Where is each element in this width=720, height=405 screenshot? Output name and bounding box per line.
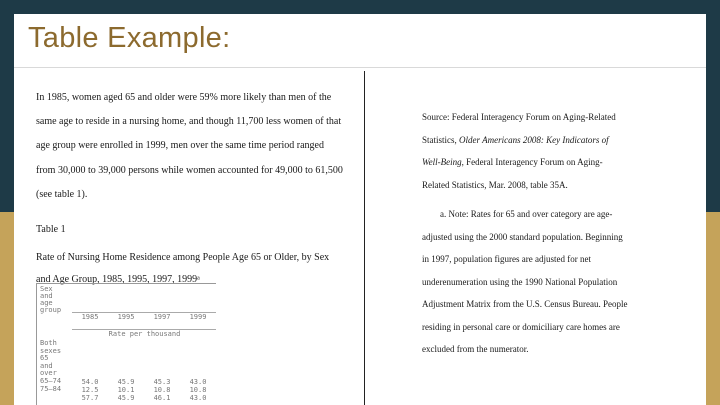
table-stub-header: Sex and age group <box>40 285 62 314</box>
title-rule <box>14 67 706 68</box>
table-row <box>72 394 216 402</box>
table-unit-label: Rate per thousand <box>72 329 216 338</box>
table-cell: 43.0 <box>189 394 207 402</box>
note-line: underenumeration using the 1990 National Population <box>422 276 618 287</box>
year-cell: 1985 <box>81 313 99 321</box>
note-line: excluded from the numerator. <box>422 344 529 354</box>
paragraph-line: from 30,000 to 39,000 persons while women accounted for 49,000 to 61,500 <box>36 164 343 176</box>
caption-line: and Age Group, 1985, 1995, 1997, 1999ᵃ <box>36 274 200 285</box>
table-cell: 45.3 <box>153 378 171 386</box>
source-citation <box>422 106 692 196</box>
table-cell: 54.0 <box>81 378 99 386</box>
table-label: Table 1 <box>36 224 66 235</box>
paragraph-line: age group were enrolled in 1999, men over the same time period ranged <box>36 140 324 152</box>
table-row <box>72 378 216 386</box>
body-paragraph <box>36 86 356 207</box>
table-row <box>72 386 216 394</box>
source-line: Source: Federal Interagency Forum on Aging-Related <box>422 112 616 122</box>
column-divider <box>364 71 365 405</box>
table-cell: 12.5 <box>81 386 99 394</box>
source-text: Statistics, <box>422 134 460 145</box>
year-cell: 1999 <box>189 313 207 321</box>
caption-line: Rate of Nursing Home Residence among People Age 65 or Older, by Sex <box>36 252 330 263</box>
source-text: , Federal Interagency Forum on Aging- <box>461 157 603 167</box>
source-line <box>422 129 692 152</box>
table-cell: 45.9 <box>117 378 135 386</box>
year-cell: 1997 <box>153 313 171 321</box>
slide-title: Table Example: <box>28 22 231 54</box>
note-line: residing in personal care or domiciliary care homes are <box>422 321 620 332</box>
table-note <box>422 203 692 361</box>
table-cell: 10.8 <box>153 386 171 394</box>
note-line: in 1997, population figures are adjusted for net <box>422 254 591 264</box>
note-line: a. Note: Rates for 65 and over category are age- <box>440 209 613 219</box>
paragraph-line: same age to reside in a nursing home, and though 11,700 less women of that <box>36 116 342 128</box>
note-line: adjusted using the 2000 standard population. Beginning <box>422 231 623 242</box>
slide <box>14 14 706 405</box>
source-book-title: Older Americans 2008: Key Indicators of <box>459 134 609 145</box>
data-table-image <box>36 283 216 405</box>
table-cell: 10.8 <box>189 386 207 394</box>
note-line: Adjustment Matrix from the U.S. Census Bureau. People <box>422 299 628 309</box>
source-line <box>422 151 692 174</box>
table-cell: 10.1 <box>117 386 135 394</box>
table-row-stubs: Both sexes 65 and over 65–74 75–84 <box>40 339 62 393</box>
year-cell: 1995 <box>117 313 135 321</box>
table-cell: 43.0 <box>189 378 207 386</box>
table-cell: 57.7 <box>81 394 99 402</box>
table-cell: 45.9 <box>117 394 135 402</box>
source-book-title: Well-Being <box>422 157 462 167</box>
right-column <box>422 106 692 361</box>
paragraph-line: (see table 1). <box>36 188 88 200</box>
table-year-header <box>72 312 216 321</box>
paragraph-line: In 1985, women aged 65 and older were 59% more likely than men of the <box>36 92 332 103</box>
table-cell: 46.1 <box>153 394 171 402</box>
source-line: Related Statistics, Mar. 2008, table 35A. <box>422 179 568 190</box>
